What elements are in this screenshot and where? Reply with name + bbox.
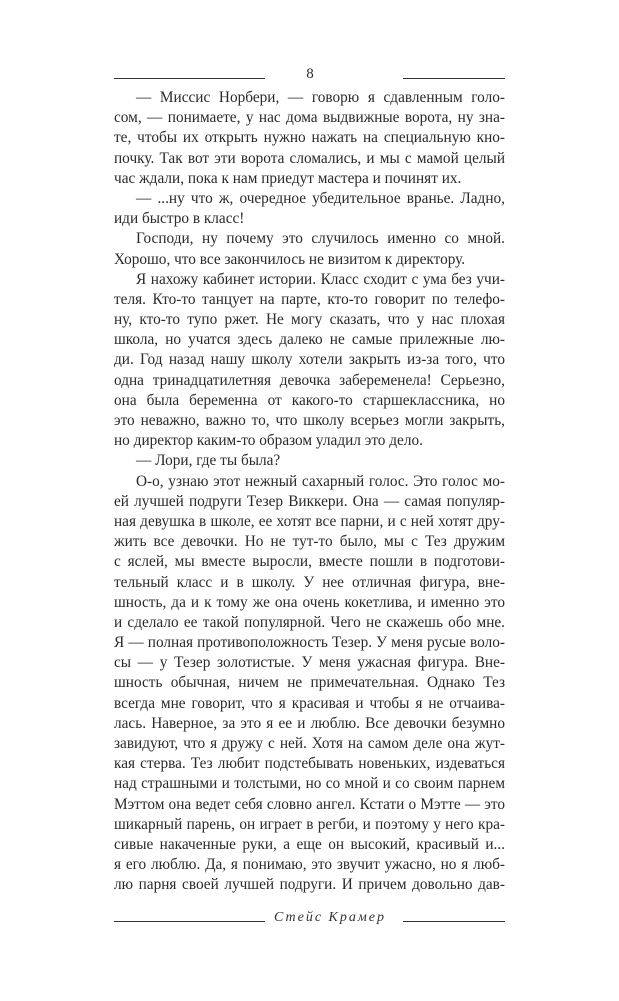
text-line: ну, кто-то тупо ржет. Не могу сказать, что у нас плохая (114, 311, 505, 329)
text-line: Я нахожу кабинет истории. Класс сходит с ума без учи- (136, 270, 505, 288)
header-rule-right (403, 78, 505, 79)
text-line: — Лори, где ты была? (136, 452, 281, 470)
text-line: лю парня своей лучшей подруги. И причем довольно дав- (114, 876, 505, 894)
running-footer-author: Стейс Крамер (273, 910, 387, 925)
text-line: — ...ну что ж, очередное убедительное вранье. Ладно, (136, 189, 505, 207)
text-line: но директор каким-то образом уладил это дело. (114, 432, 423, 450)
text-line: О-о, узнаю этот нежный сахарный голос. Это голос мо- (136, 472, 505, 490)
text-line: и сделало ее такой популярной. Чего не скажешь обо мне. (114, 613, 505, 631)
text-line: ей лучшей подруги Тезер Виккери. Она — самая популяр- (114, 492, 505, 510)
text-line: жить все девочки. Но не тут-то было, мы с Тез дружим (114, 533, 505, 551)
text-line: школа, но учатся здесь далеко не самые прилежные лю- (114, 331, 505, 349)
text-line: шность обычная, ничем не примечательная. Однако Тез (114, 674, 505, 692)
paragraph (114, 229, 505, 269)
text-line: всегда мне говорит, что я красивая и чтобы я не отчаива- (114, 694, 505, 712)
text-line: ная девушка в школе, ее хотят все парни, и с ней хотят дру- (114, 512, 505, 530)
page-number: 8 (306, 66, 314, 82)
text-line: сы — у Тезер золотистые. У меня ужасная фигура. Вне- (114, 654, 505, 672)
paragraph (114, 270, 505, 452)
page-body-text (114, 88, 505, 896)
text-line: Мэттом она ведет себя словно ангел. Кстати о Мэтте — это (114, 795, 505, 813)
header-rule-left (114, 78, 265, 79)
text-line: я его люблю. Да, я понимаю, это звучит ужасно, но я люб- (114, 856, 505, 874)
text-line: Я — полная противоположность Тезер. У меня русые воло- (114, 634, 505, 652)
text-line: завидуют, что я дружу с ней. Хотя на самом деле она жут- (114, 735, 505, 752)
text-line: лась. Наверное, за это я ее и люблю. Все девочки безумно (114, 714, 505, 732)
footer-rule-left (114, 921, 265, 922)
text-line: теля. Кто-то танцует на парте, кто-то говорит по телефо- (114, 290, 505, 308)
text-line: кая стерва. Тез любит подстебывать новеньких, издеваться (114, 755, 505, 773)
text-line: шность, да и к тому же она очень кокетлива, и именно это (114, 593, 505, 611)
paragraph (114, 472, 505, 896)
text-line: тельный класс и в школу. У нее отличная фигура, вне- (114, 573, 505, 591)
text-line: почку. Так вот эти ворота сломались, и мы с мамой целый (114, 149, 505, 167)
text-line: над страшными и толстыми, но со мной и со своим парнем (114, 775, 505, 793)
text-line: это неважно, важно то, что школу всерьез могли закрыть, (114, 412, 505, 429)
text-line: ди. Год назад нашу школу хотели закрыть из-за того, что (114, 351, 505, 369)
text-line: те, чтобы их открыть нужно нажать на специальную кно- (114, 129, 505, 147)
text-line: сом, — понимаете, у нас дома выдвижные ворота, ну зна- (114, 109, 505, 127)
text-line: Хорошо, что все закончилось не визитом к директору. (114, 250, 466, 268)
paragraph (114, 88, 505, 189)
text-line: шикарный парень, он играет в регби, и поэтому у него кра- (114, 815, 505, 833)
text-line: иди быстро в класс! (114, 210, 245, 228)
text-line: час ждали, пока к нам приедут мастера и починят их. (114, 169, 462, 187)
text-line: сивые накаченные руки, а еще он высокий, красивый и... (114, 835, 505, 853)
paragraph (114, 189, 505, 229)
text-line: она была беременна от какого-то старшеклассника, но (114, 391, 505, 409)
text-line: с яслей, мы вместе выросли, вместе пошли в подготови- (114, 553, 505, 571)
text-line: — Миссис Норбери, — говорю я сдавленным голо- (136, 89, 505, 106)
footer-rule-right (403, 921, 505, 922)
paragraph (114, 451, 505, 471)
text-line: одна тринадцатилетняя девочка забеременела! Серьезно, (114, 371, 505, 389)
text-line: Господи, ну почему это случилось именно со мной. (136, 230, 505, 248)
